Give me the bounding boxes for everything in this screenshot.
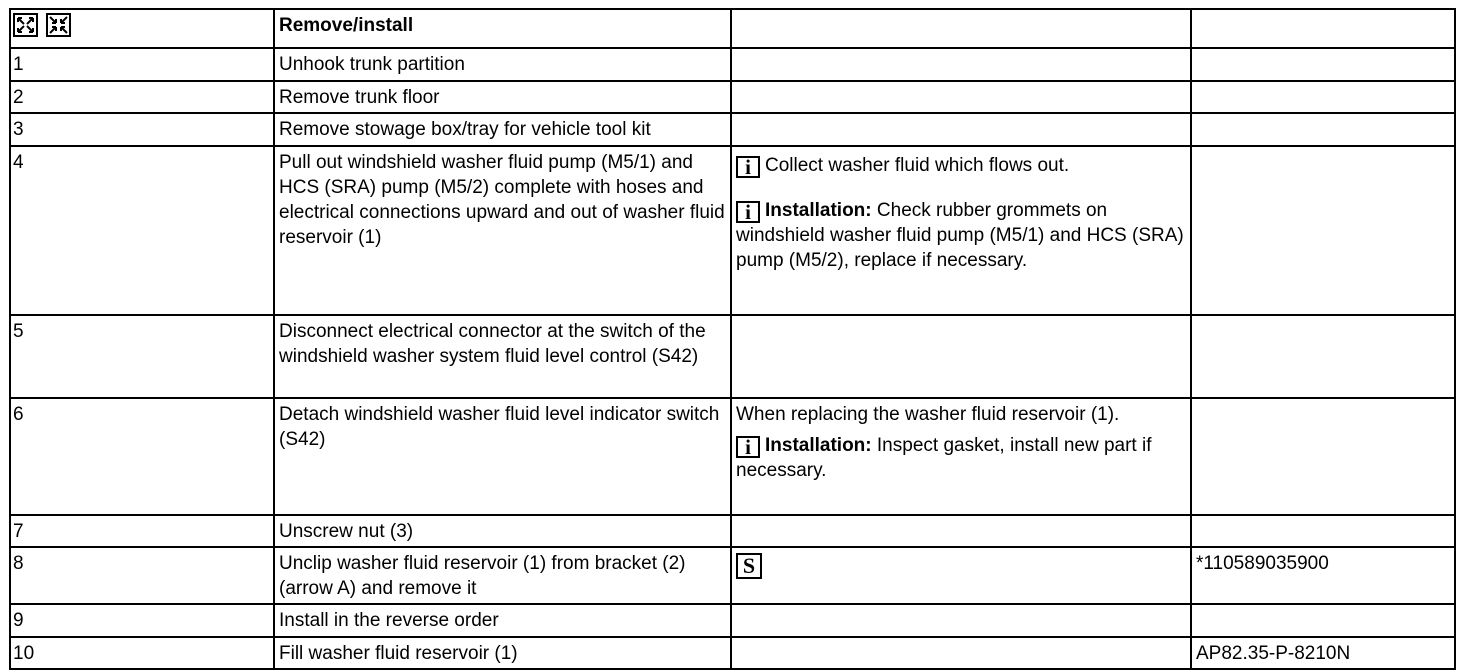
info-icon: i	[736, 156, 760, 178]
step-note	[731, 547, 1191, 604]
step-note	[731, 81, 1191, 113]
table-row	[10, 398, 1455, 515]
step-ref	[1191, 48, 1455, 81]
table-row	[10, 48, 1455, 81]
expand-arrows-icon[interactable]	[13, 13, 38, 37]
step-text: Install in the reverse order	[274, 604, 731, 637]
step-note	[731, 146, 1191, 315]
table-row	[10, 315, 1455, 398]
step-note	[731, 315, 1191, 398]
collapse-arrows-icon[interactable]	[46, 13, 71, 37]
step-note	[731, 398, 1191, 515]
step-number: 9	[10, 604, 274, 637]
step-ref[interactable]: AP82.35-P-8210N	[1191, 637, 1455, 669]
header-empty-ref	[1191, 9, 1455, 48]
note-condition: When replacing the washer fluid reservoir (1).	[736, 404, 1120, 425]
step-ref[interactable]: *110589035900	[1191, 547, 1455, 604]
note-text: Collect washer fluid which flows out.	[765, 155, 1070, 176]
step-number: 10	[10, 637, 274, 669]
step-number: 4	[10, 146, 274, 315]
table-row	[10, 547, 1455, 604]
step-text: Detach windshield washer fluid level indicator switch (S42)	[274, 398, 731, 515]
info-icon: i	[736, 436, 760, 458]
step-ref	[1191, 146, 1455, 315]
step-ref	[1191, 315, 1455, 398]
note-label: Installation:	[765, 435, 872, 456]
table-header-row	[10, 9, 1455, 48]
step-ref	[1191, 604, 1455, 637]
step-note	[731, 604, 1191, 637]
step-number: 6	[10, 398, 274, 515]
step-text: Fill washer fluid reservoir (1)	[274, 637, 731, 669]
step-number: 3	[10, 113, 274, 146]
step-text: Pull out windshield washer fluid pump (M5/1) and HCS (SRA) pump (M5/2) complete with hoses and electrical connections upward and out of washer fluid reservoir (1)	[274, 146, 731, 315]
note-info	[736, 153, 1186, 178]
step-text: Unclip washer fluid reservoir (1) from bracket (2) (arrow A) and remove it	[274, 547, 731, 604]
step-number: 5	[10, 315, 274, 398]
step-note	[731, 48, 1191, 81]
step-number: 2	[10, 81, 274, 113]
note-installation	[736, 198, 1186, 273]
step-number: 8	[10, 547, 274, 604]
table-row	[10, 81, 1455, 113]
note-installation	[736, 433, 1186, 483]
table-row	[10, 604, 1455, 637]
note-text: Check rubber grommets on windshield washer fluid pump (M5/1) and HCS (SRA) pump (M5/2), replace if necessary.	[736, 200, 1184, 271]
header-icons-cell	[10, 9, 274, 48]
step-ref	[1191, 81, 1455, 113]
step-text: Remove stowage box/tray for vehicle tool kit	[274, 113, 731, 146]
step-ref	[1191, 113, 1455, 146]
step-note	[731, 515, 1191, 547]
procedure-table	[9, 8, 1456, 670]
step-ref	[1191, 398, 1455, 515]
step-number: 1	[10, 48, 274, 81]
step-number: 7	[10, 515, 274, 547]
special-tool-icon[interactable]: S	[736, 553, 762, 579]
step-text: Unscrew nut (3)	[274, 515, 731, 547]
note-text: Inspect gasket, install new part if necessary.	[736, 435, 1152, 481]
header-title: Remove/install	[274, 9, 731, 48]
info-icon: i	[736, 201, 760, 223]
table-row	[10, 515, 1455, 547]
step-text: Remove trunk floor	[274, 81, 731, 113]
table-row	[10, 637, 1455, 669]
step-ref	[1191, 515, 1455, 547]
note-label: Installation:	[765, 200, 872, 221]
table-row	[10, 146, 1455, 315]
table-row	[10, 113, 1455, 146]
step-note	[731, 113, 1191, 146]
header-empty-note	[731, 9, 1191, 48]
step-text: Unhook trunk partition	[274, 48, 731, 81]
step-text: Disconnect electrical connector at the switch of the windshield washer system fluid level control (S42)	[274, 315, 731, 398]
step-note	[731, 637, 1191, 669]
